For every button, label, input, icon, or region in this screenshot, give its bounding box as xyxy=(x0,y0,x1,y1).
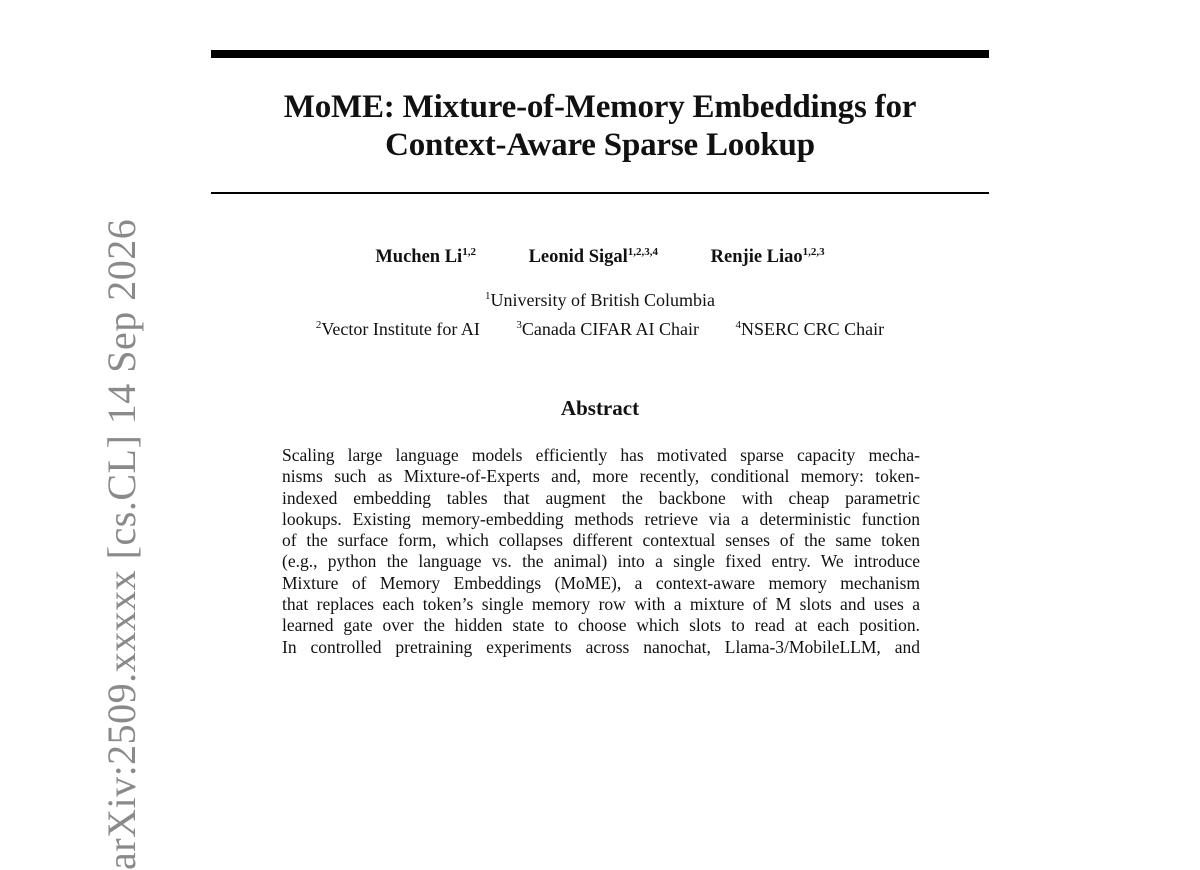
paper-title xyxy=(211,88,989,164)
arxiv-sidebar xyxy=(20,218,144,870)
author xyxy=(711,247,825,268)
title-line-1: MoME: Mixture-of-Memory Embeddings for xyxy=(283,89,917,125)
abstract-line: lookups. Existing memory-embedding methods retrieve via a deterministic function xyxy=(282,508,920,529)
abstract-line: indexed embedding tables that augment the backbone with cheap parametric xyxy=(282,487,920,508)
affiliation-name: Canada CIFAR AI Chair xyxy=(521,319,700,339)
affiliation-mark: 1 xyxy=(485,290,491,302)
author-affil-marks: 1,2,3,4 xyxy=(627,246,659,258)
abstract-line: that replaces each token’s single memory row with a mixture of M slots and uses a xyxy=(282,594,920,615)
abstract-line: nisms such as Mixture-of-Experts and, more recently, conditional memory: token- xyxy=(282,466,920,487)
title-line-2: Context-Aware Sparse Lookup xyxy=(385,127,815,163)
author-affil-marks: 1,2,3 xyxy=(802,246,825,258)
arxiv-stamp: arXiv:2509.xxxxx [cs.CL] 14 Sep 2026 xyxy=(99,218,144,870)
author xyxy=(529,247,658,268)
affiliation-name: University of British Columbia xyxy=(490,290,715,310)
affiliation-mark: 2 xyxy=(315,319,322,331)
abstract-body xyxy=(282,445,920,658)
affiliation-line-2 xyxy=(211,319,989,340)
abstract-line: of the surface form, which collapses different contextual senses of the same token xyxy=(282,530,920,551)
affiliation-mark: 4 xyxy=(735,319,742,331)
affiliation-name: NSERC CRC Chair xyxy=(741,319,885,339)
affiliation xyxy=(316,319,480,340)
abstract-line: (e.g., python the language vs. the animal) into a single fixed entry. We introduce xyxy=(282,551,920,572)
author-list xyxy=(211,247,989,268)
affiliation xyxy=(516,319,699,340)
abstract-line: Mixture of Memory Embeddings (MoME), a context-aware memory mechanism xyxy=(282,572,920,593)
title-top-rule xyxy=(211,50,989,58)
abstract-heading: Abstract xyxy=(560,396,640,420)
author-affil-marks: 1,2 xyxy=(462,246,476,258)
affiliation-line-1 xyxy=(211,290,989,311)
abstract-line: learned gate over the hidden state to choose which slots to read at each position. xyxy=(282,615,920,636)
author-name: Renjie Liao xyxy=(710,247,803,267)
author-name: Muchen Li xyxy=(375,247,463,267)
author-name: Leonid Sigal xyxy=(528,247,628,267)
abstract-line: Scaling large language models efficiently has motivated sparse capacity mecha- xyxy=(282,445,920,465)
author xyxy=(375,247,476,268)
affiliation xyxy=(485,290,715,311)
title-bottom-rule xyxy=(211,192,989,194)
affiliation-name: Vector Institute for AI xyxy=(321,319,480,339)
affiliation-mark: 3 xyxy=(516,319,522,331)
abstract-line: In controlled pretraining experiments across nanochat, Llama-3/MobileLLM, and xyxy=(282,636,920,657)
affiliation xyxy=(736,319,885,340)
